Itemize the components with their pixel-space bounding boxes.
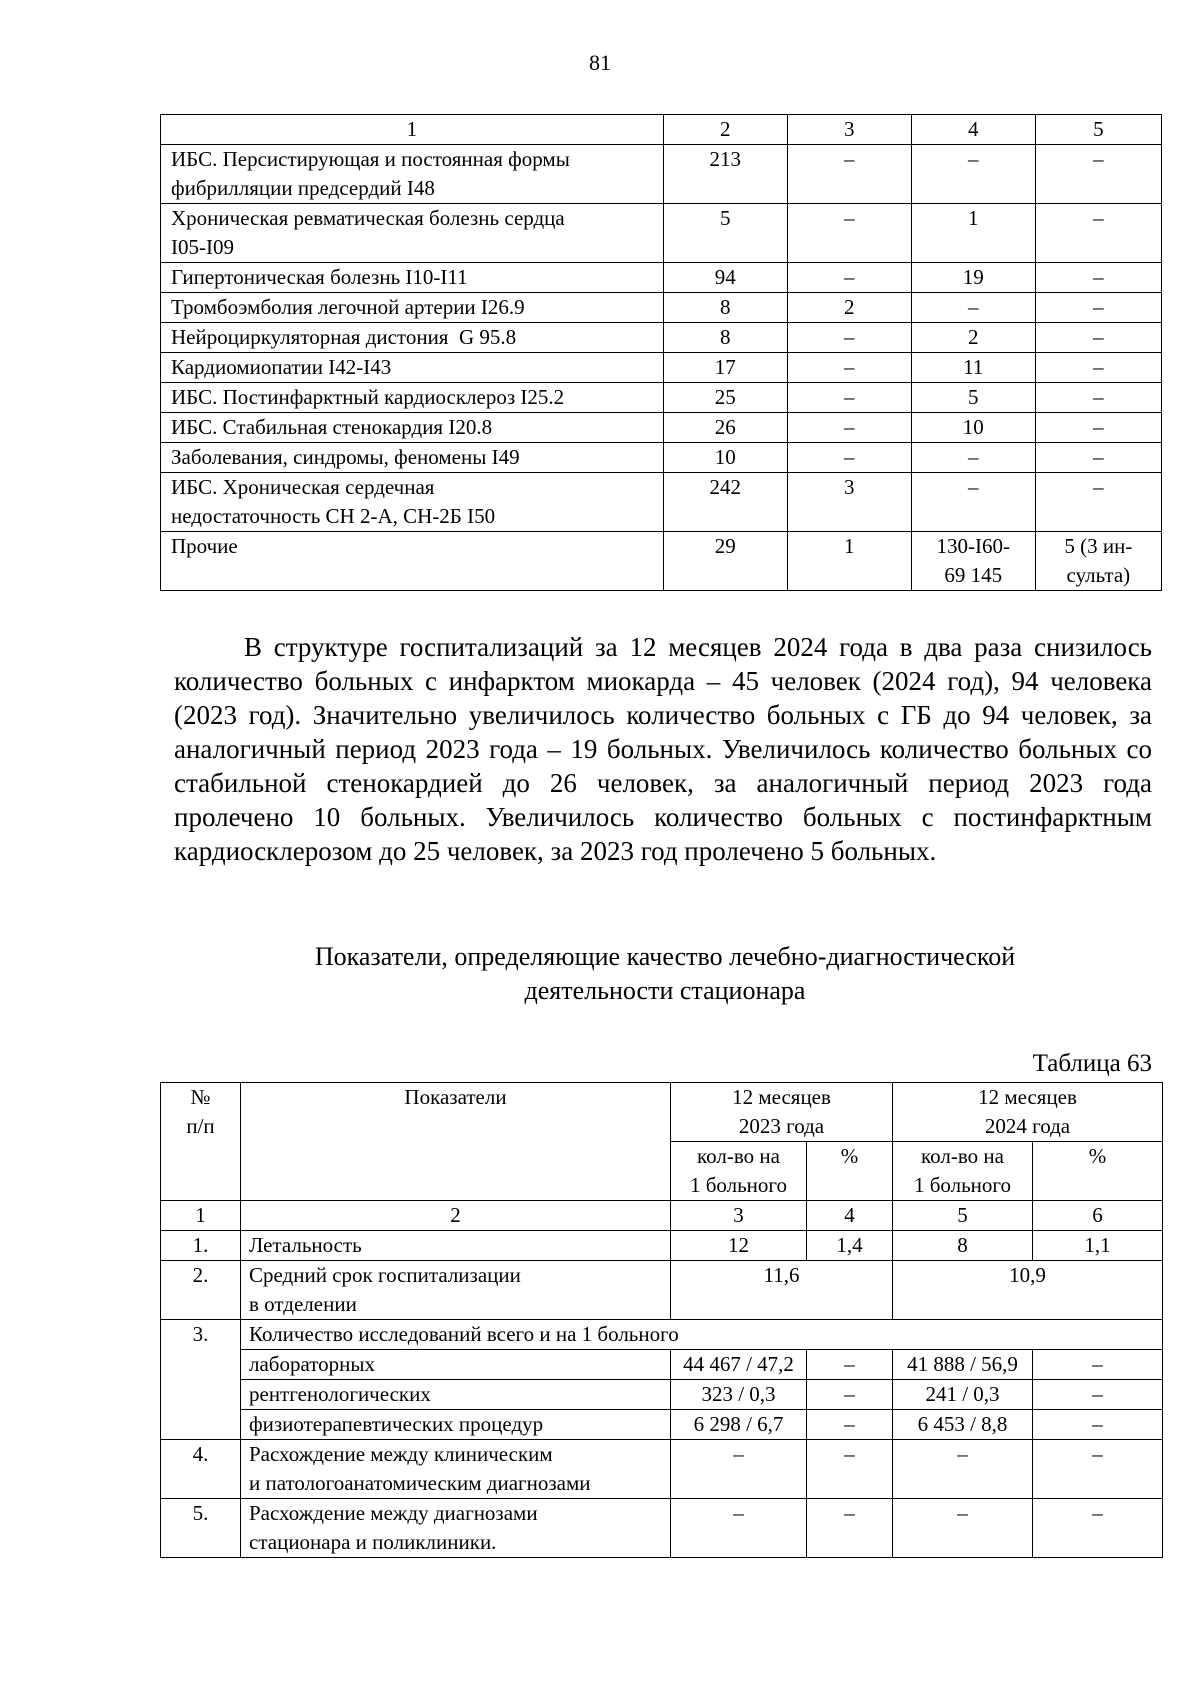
table-label: Таблица 63 (1032, 1050, 1152, 1077)
page-number: 81 (589, 50, 611, 75)
sub-indicator-label: лабораторных (241, 1350, 671, 1380)
diagnosis-cell: Прочие (161, 532, 664, 591)
value-cell: – (1035, 443, 1161, 473)
value-cell: 242 (663, 473, 787, 532)
per-patient-header: кол-во на 1 больного (893, 1142, 1033, 1201)
diagnosis-cell: ИБС. Стабильная стенокардия I20.8 (161, 413, 664, 443)
column-number: 4 (807, 1201, 893, 1231)
table-row (161, 473, 1162, 532)
period-2023-header: 12 месяцев 2023 года (671, 1083, 893, 1142)
value-cell: 10,9 (893, 1261, 1163, 1320)
table-header-row (161, 115, 1162, 145)
row-number: 4. (161, 1440, 241, 1499)
period-2024-header: 12 месяцев 2024 года (893, 1083, 1163, 1142)
value-cell: 1 (787, 532, 911, 591)
value-cell: 2 (911, 323, 1035, 353)
value-cell: – (1033, 1440, 1163, 1499)
value-cell: – (893, 1440, 1033, 1499)
value-cell: – (1035, 263, 1161, 293)
num-header: № п/п (161, 1083, 241, 1201)
table-subrow (161, 1350, 1163, 1380)
value-cell: 2 (787, 293, 911, 323)
table-row (161, 293, 1162, 323)
value-cell: 10 (911, 413, 1035, 443)
table-row (161, 1499, 1163, 1558)
body-paragraph (174, 630, 1152, 868)
value-cell: 5 (911, 383, 1035, 413)
table-row (161, 532, 1162, 591)
value-cell: – (787, 443, 911, 473)
table-row (161, 263, 1162, 293)
value-cell: – (1033, 1380, 1163, 1410)
value-cell: 130-I60- 69 145 (911, 532, 1035, 591)
value-cell: – (671, 1499, 807, 1558)
value-cell: – (787, 353, 911, 383)
value-cell: – (911, 473, 1035, 532)
diagnosis-cell: Нейроциркуляторная дистония G 95.8 (161, 323, 664, 353)
diagnosis-cell: Тромбоэмболия легочной артерии I26.9 (161, 293, 664, 323)
value-cell: – (1033, 1410, 1163, 1440)
value-cell: – (787, 323, 911, 353)
percent-header: % (1033, 1142, 1163, 1201)
table-row (161, 1231, 1163, 1261)
value-cell: 17 (663, 353, 787, 383)
indicator-label: Средний срок госпитализации в отделении (241, 1261, 671, 1320)
value-cell: 213 (663, 145, 787, 204)
column-header: 1 (161, 115, 664, 145)
value-cell: 44 467 / 47,2 (671, 1350, 807, 1380)
sub-indicator-label: рентгенологических (241, 1380, 671, 1410)
table-subrow (161, 1410, 1163, 1440)
diagnosis-table (160, 114, 1162, 591)
value-cell: 1,4 (807, 1231, 893, 1261)
value-cell: 8 (663, 293, 787, 323)
column-number: 5 (893, 1201, 1033, 1231)
value-cell: 11 (911, 353, 1035, 383)
row-number: 2. (161, 1261, 241, 1320)
diagnosis-cell: ИБС. Постинфарктный кардиосклероз I25.2 (161, 383, 664, 413)
value-cell: 29 (663, 532, 787, 591)
value-cell: – (807, 1350, 893, 1380)
value-cell: – (1035, 293, 1161, 323)
column-number: 2 (241, 1201, 671, 1231)
value-cell: – (1035, 413, 1161, 443)
value-cell: – (787, 383, 911, 413)
value-cell: – (671, 1440, 807, 1499)
per-patient-header: кол-во на 1 больного (671, 1142, 807, 1201)
value-cell: – (1035, 145, 1161, 204)
sub-indicator-label: физиотерапевтических процедур (241, 1410, 671, 1440)
value-cell: 25 (663, 383, 787, 413)
value-cell: 1,1 (1033, 1231, 1163, 1261)
value-cell: – (1035, 353, 1161, 383)
value-cell: 19 (911, 263, 1035, 293)
value-cell: – (911, 443, 1035, 473)
row-number: 3. (161, 1320, 241, 1440)
column-number: 6 (1033, 1201, 1163, 1231)
value-cell: – (1035, 473, 1161, 532)
row-number: 1. (161, 1231, 241, 1261)
row-number: 5. (161, 1499, 241, 1558)
value-cell: 11,6 (671, 1261, 893, 1320)
diagnosis-cell: Кардиомиопатии I42-I43 (161, 353, 664, 383)
column-number: 1 (161, 1201, 241, 1231)
indicator-label: Летальность (241, 1231, 671, 1261)
quality-indicators-table (160, 1082, 1163, 1558)
value-cell: – (787, 413, 911, 443)
value-cell: – (787, 145, 911, 204)
value-cell: 12 (671, 1231, 807, 1261)
value-cell: 5 (3 ин- сульта) (1035, 532, 1161, 591)
table-row (161, 1320, 1163, 1350)
column-header: 2 (663, 115, 787, 145)
indicator-label: Количество исследований всего и на 1 больного (241, 1320, 1163, 1350)
value-cell: – (787, 263, 911, 293)
table-row (161, 323, 1162, 353)
table-row (161, 204, 1162, 263)
diagnosis-cell: Заболевания, синдромы, феномены I49 (161, 443, 664, 473)
column-header: 4 (911, 115, 1035, 145)
value-cell: 6 298 / 6,7 (671, 1410, 807, 1440)
value-cell: – (807, 1440, 893, 1499)
value-cell: – (1035, 323, 1161, 353)
percent-header: % (807, 1142, 893, 1201)
value-cell: – (1035, 204, 1161, 263)
diagnosis-cell: ИБС. Персистирующая и постоянная формы фибрилляции предсердий I48 (161, 145, 664, 204)
value-cell: – (893, 1499, 1033, 1558)
indicator-label: Расхождение между клиническим и патологоанатомическим диагнозами (241, 1440, 671, 1499)
column-header: 3 (787, 115, 911, 145)
value-cell: – (1035, 383, 1161, 413)
section-title: Показатели, определяющие качество лечебно-диагностической деятельности стационара (314, 942, 1016, 1005)
indicators-header: Показатели (241, 1083, 671, 1201)
value-cell: 1 (911, 204, 1035, 263)
value-cell: 8 (893, 1231, 1033, 1261)
value-cell: 323 / 0,3 (671, 1380, 807, 1410)
value-cell: 41 888 / 56,9 (893, 1350, 1033, 1380)
diagnosis-cell: Гипертоническая болезнь I10-I11 (161, 263, 664, 293)
table-row (161, 145, 1162, 204)
table-row (161, 413, 1162, 443)
column-number-row (161, 1201, 1163, 1231)
table-row (161, 1261, 1163, 1320)
table-row (161, 383, 1162, 413)
value-cell: – (1033, 1499, 1163, 1558)
value-cell: 10 (663, 443, 787, 473)
value-cell: 6 453 / 8,8 (893, 1410, 1033, 1440)
value-cell: – (807, 1410, 893, 1440)
table-row (161, 1440, 1163, 1499)
column-header: 5 (1035, 115, 1161, 145)
diagnosis-cell: Хроническая ревматическая болезнь сердца I05-I09 (161, 204, 664, 263)
diagnosis-cell: ИБС. Хроническая сердечная недостаточность СН 2-А, СН-2Б I50 (161, 473, 664, 532)
value-cell: 241 / 0,3 (893, 1380, 1033, 1410)
value-cell: 3 (787, 473, 911, 532)
value-cell: 94 (663, 263, 787, 293)
value-cell: 8 (663, 323, 787, 353)
value-cell: – (911, 293, 1035, 323)
indicator-label: Расхождение между диагнозами стационара и поликлиники. (241, 1499, 671, 1558)
table-row (161, 353, 1162, 383)
table-subrow (161, 1380, 1163, 1410)
column-number: 3 (671, 1201, 807, 1231)
paragraph-text: В структуре госпитализаций за 12 месяцев 2024 года в два раза снизилось количество больных с инфарктом миокарда – 45 человек (2024 год), 94 человека (2023 год). Значительно увеличилось количество больных с ГБ до 94 человек, за аналогичный период 2023 года – 19 больных. Увеличилось количество больных со стабильной стенокардией до 26 человек, за аналогичный период 2023 года пролечено 10 больных. Увеличилось количество больных с постинфарктным кардиосклерозом до 25 человек, за 2023 год пролечено 5 больных. (174, 632, 1152, 866)
value-cell: – (1033, 1350, 1163, 1380)
value-cell: – (787, 204, 911, 263)
table-row (161, 443, 1162, 473)
value-cell: – (911, 145, 1035, 204)
table-header-row (161, 1083, 1163, 1142)
value-cell: 26 (663, 413, 787, 443)
value-cell: – (807, 1380, 893, 1410)
value-cell: – (807, 1499, 893, 1558)
value-cell: 5 (663, 204, 787, 263)
